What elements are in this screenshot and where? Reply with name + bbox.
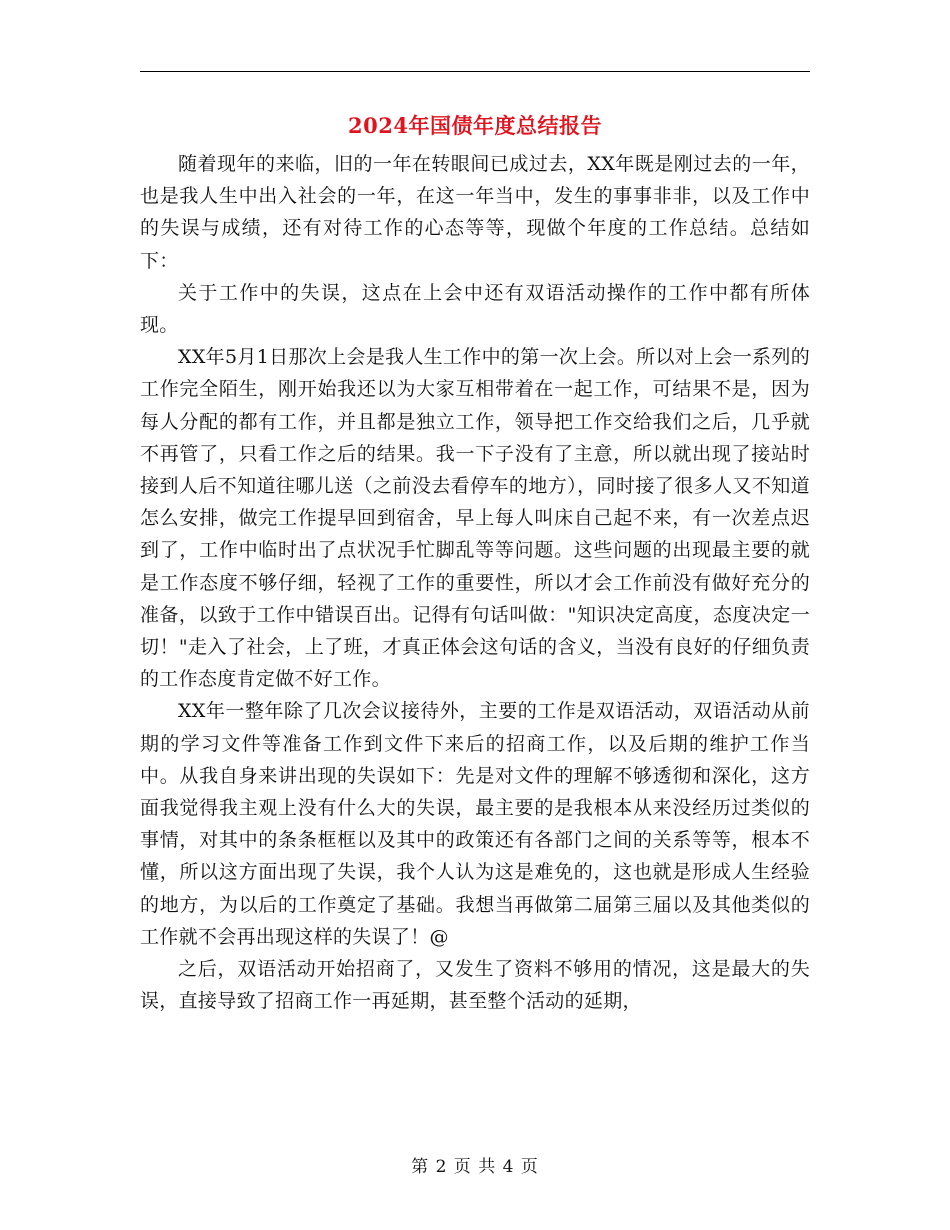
paragraph-3: XX年5月1日那次上会是我人生工作中的第一次上会。所以对上会一系列的工作完全陌生，刚开始我还以为大家互相带着在一起工作，可结果不是，因为每人分配的都有工作，并且都是独立工作，领导把工作交给我们之后，几乎就不再管了，只看工作之后的结果。我一下子没有了主意，所以就出现了接站时接到人后不知道往哪儿送（之前没去看停车的地方），同时接了很多人又不知道怎么安排，做完工作提早回到宿舍，早上每人叫床自己起不来，有一次差点迟到了，工作中临时出了点状况手忙脚乱等等问题。这些问题的出现最主要的就是工作态度不够仔细，轻视了工作的重要性，所以才会工作前没有做好充分的准备，以致于工作中错误百出。记得有句话叫做："知识决定高度，态度决定一切！"走入了社会，上了班，才真正体会这句话的含义，当没有良好的仔细负责的工作态度肯定做不好工作。: [140, 346, 810, 691]
paragraph-2: 关于工作中的失误，这点在上会中还有双语活动操作的工作中都有所体现。: [140, 281, 810, 337]
page-number-footer: 第 2 页 共 4 页: [411, 1157, 539, 1177]
header-rule: [140, 71, 810, 72]
paragraph-1: 随着现年的来临，旧的一年在转眼间已成过去，XX年既是刚过去的一年，也是我人生中出入社会的一年，在这一年当中，发生的事事非非，以及工作中的失误与成绩，还有对待工作的心态等等，现做个年度的工作总结。总结如下：: [140, 153, 810, 272]
paragraph-5: 之后，双语活动开始招商了，又发生了资料不够用的情况，这是最大的失误，直接导致了招商工作一再延期，甚至整个活动的延期，: [140, 958, 810, 1013]
document-body: [140, 148, 810, 1017]
paragraph-4: XX年一整年除了几次会议接待外，主要的工作是双语活动，双语活动从前期的学习文件等准备工作到文件下来后的招商工作，以及后期的维护工作当中。从我自身来讲出现的失误如下：先是对文件的理解不够透彻和深化，这方面我觉得我主观上没有什么大的失误，最主要的是我根本从来没经历过类似的事情，对其中的条条框框以及其中的政策还有各部门之间的关系等等，根本不懂，所以这方面出现了失误，我个人认为这是难免的，这也就是形成人生经验的地方，为以后的工作奠定了基础。我想当再做第二届第三届以及其他类似的工作就不会再出现这样的失误了！@: [140, 700, 810, 948]
document-title: 2024年国债年度总结报告: [348, 113, 602, 138]
